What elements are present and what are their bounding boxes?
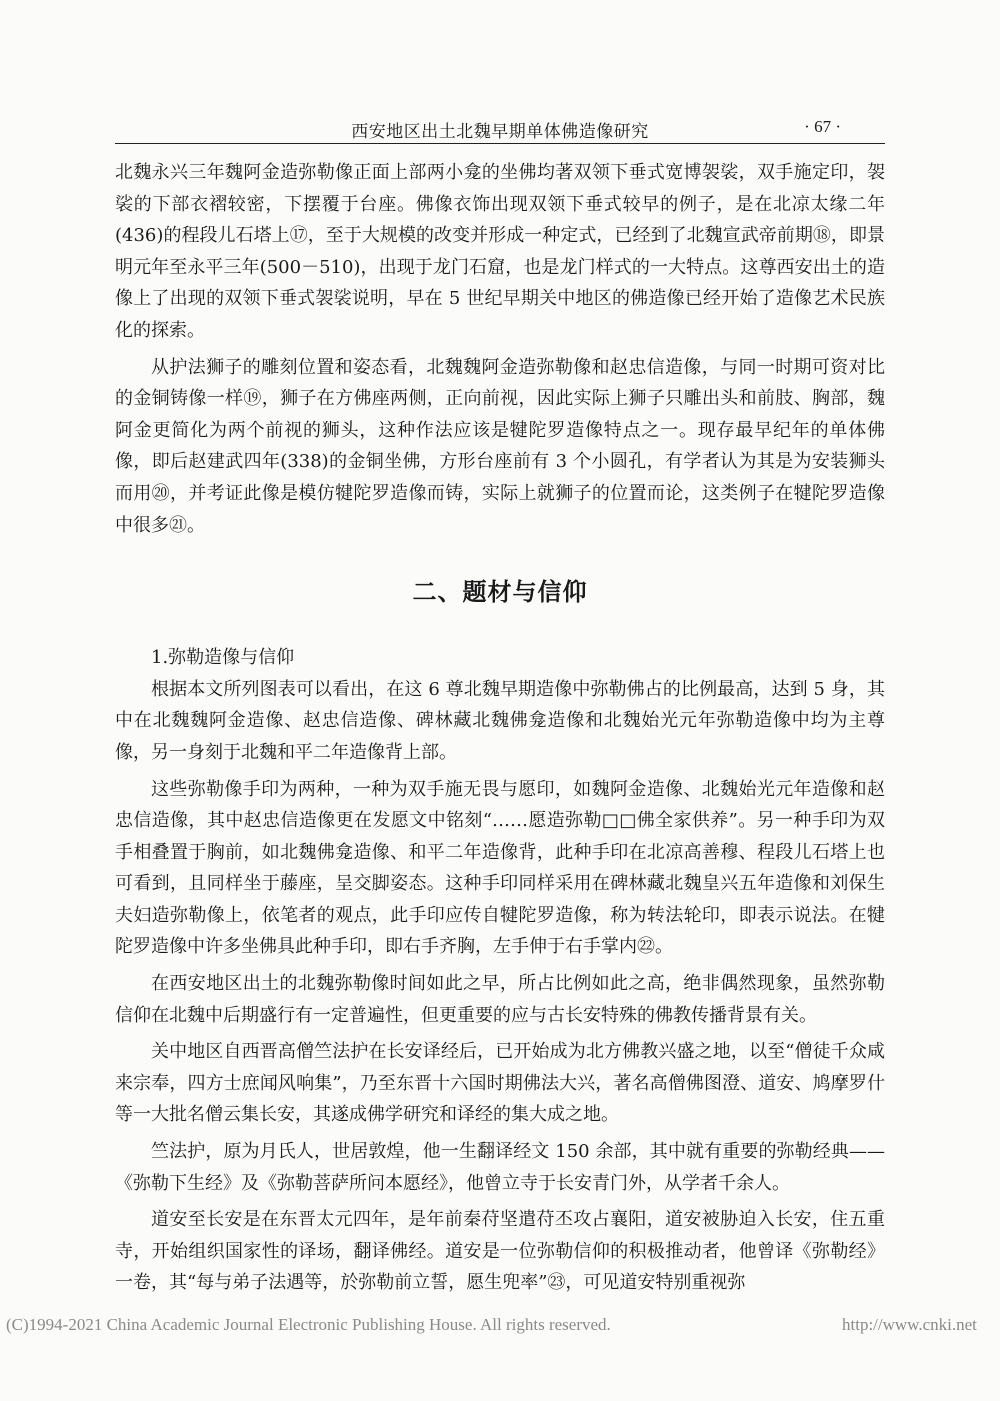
copyright-text: (C)1994-2021 China Academic Journal Electronic Publishing House. All rights reserved. (6, 1315, 611, 1334)
paragraph: 这些弥勒像手印为两种，一种为双手施无畏与愿印，如魏阿金造像、北魏始光元年造像和赵忠信造像，其中赵忠信造像更在发愿文中铭刻“……愿造弥勒□□佛全家供养”。另一种手印为双手相叠置于胸前，如北魏佛龛造像、和平二年造像背，此种手印在北凉高善穆、程段儿石塔上也可看到，且同样坐于藤座，呈交脚姿态。这种手印同样采用在碑林藏北魏皇兴五年造像和刘保生夫妇造弥勒像上，依笔者的观点，此手印应传自犍陀罗造像，称为转法轮印，即表示说法。在犍陀罗造像中许多坐佛具此种手印，即右手齐胸，左手伸于右手掌内㉒。 (115, 778, 885, 958)
article-body (115, 157, 885, 1299)
footer-url[interactable]: http://www.cnki.net (842, 1315, 977, 1334)
running-title: 西安地区出土北魏早期单体佛造像研究 (351, 122, 649, 142)
section-heading: 二、题材与信仰 (412, 578, 588, 607)
paragraph: 北魏永兴三年魏阿金造弥勒像正面上部两小龛的坐佛均著双领下垂式宽博袈裟，双手施定印，袈裟的下部衣褶较密，下摆覆于台座。佛像衣饰出现双领下垂式较早的例子，是在北凉太缘二年(436)的程段儿石塔上⑰，至于大规模的改变并形成一种定式，已经到了北魏宣武帝前期⑱，即景明元年至永平三年(500－510)，出现于龙门石窟，也是龙门样式的一大特点。这尊西安出土的造像上了出现的双领下垂式袈裟说明，早在 5 世纪早期关中地区的佛造像已经开始了造像艺术民族化的探索。 (115, 162, 885, 341)
paragraph: 在西安地区出土的北魏弥勒像时间如此之早，所占比例如此之高，绝非偶然现象，虽然弥勒信仰在北魏中后期盛行有一定普遍性，但更重要的应与古长安特殊的佛教传播背景有关。 (115, 973, 885, 1026)
page-number: · 67 · (804, 117, 841, 136)
subsection-heading: 1.弥勒造像与信仰 (151, 647, 295, 669)
paragraph: 道安至长安是在东晋太元四年，是年前秦苻坚遣苻丕攻占襄阳，道安被胁迫入长安，住五重寺，开始组织国家性的译场，翻译佛经。道安是一位弥勒信仰的积极推动者，他曾译《弥勒经》一卷，其“每与弟子法遇等，於弥勒前立誓，愿生兜率”㉓，可见道安特别重视弥 (115, 1209, 885, 1294)
paragraph: 根据本文所列图表可以看出，在这 6 尊北魏早期造像中弥勒佛占的比例最高，达到 5 身，其中在北魏魏阿金造像、赵忠信造像、碑林藏北魏佛龛造像和北魏始光元年弥勒造像中均为主尊像，另一身刻于北魏和平二年造像背上部。 (115, 678, 885, 763)
paragraph: 关中地区自西晋高僧竺法护在长安译经后，已开始成为北方佛教兴盛之地，以至“僧徒千众咸来宗奉，四方士庶闻风响集”，乃至东晋十六国时期佛法大兴，著名高僧佛图澄、道安、鸠摩罗什等一大批名僧云集长安，其遂成佛学研究和译经的集大成之地。 (115, 1041, 885, 1126)
paragraph: 从护法狮子的雕刻位置和姿态看，北魏魏阿金造弥勒像和赵忠信造像，与同一时期可资对比的金铜铸像一样⑲，狮子在方佛座两侧，正向前视，因此实际上狮子只雕出头和前肢、胸部，魏阿金更简化为两个前视的狮头，这种作法应该是犍陀罗造像特点之一。现存最早纪年的单体佛像，即后赵建武四年(338)的金铜坐佛，方形台座前有 3 个小圆孔，有学者认为其是为安装狮头而用⑳，并考证此像是模仿犍陀罗造像而铸，实际上就狮子的位置而论，这类例子在犍陀罗造像中很多㉑。 (115, 356, 885, 536)
running-header (115, 113, 885, 144)
paragraph: 竺法护，原为月氏人，世居敦煌，他一生翻译经文 150 余部，其中就有重要的弥勒经典——《弥勒下生经》及《弥勒菩萨所问本愿经》，他曾立寺于长安青门外，从学者千余人。 (115, 1141, 885, 1194)
copyright-footer (6, 1315, 1000, 1335)
